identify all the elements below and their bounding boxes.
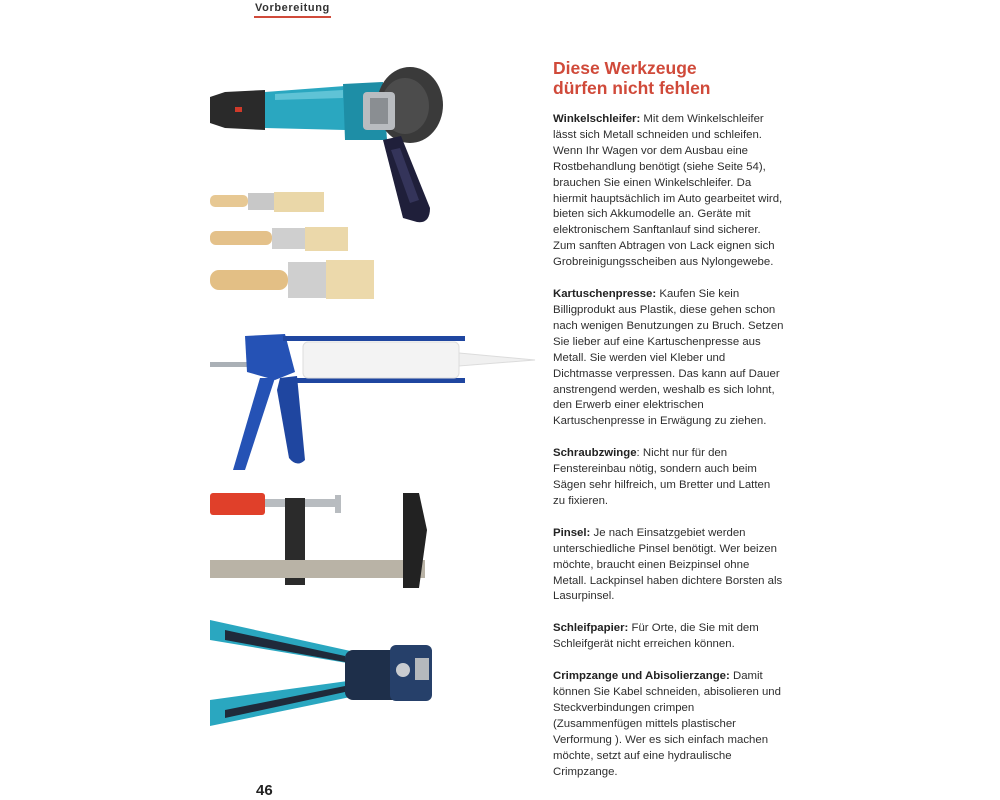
term-schraubzwinge: Schraubzwinge <box>553 447 637 460</box>
term-pinsel: Pinsel: <box>553 526 591 539</box>
section-label: Vorbereitung <box>255 2 330 14</box>
paragraph-winkelschleifer <box>553 112 785 271</box>
text-pinsel: Je nach Einsatzgebiet werden unterschiedliche Pinsel benötigt. Wer beizen möchte, braucht einen Beizpinsel ohne Metall. Lackpinsel haben dichtere Borsten als Lasurpinsel. <box>553 526 783 603</box>
page-number: 46 <box>256 782 273 799</box>
term-kartuschenpresse: Kartuschenpresse: <box>553 288 657 301</box>
text-winkelschleifer: Mit dem Winkelschleifer lässt sich Metall schneiden und schleifen. Wenn Ihr Wagen vor dem Ausbau eine Rostbehandlung benötigt (siehe Seite 54), brauchen Sie einen Winkelschleifer. Da hiermit hauptsächlich im Auto gearbeitet wird, bieten sich Akkumodelle an. Geräte mit elektronischem Sanftanlauf sind sicherer. Zum sanften Abtragen von Lack eignen sich Grobreinigungsscheiben aus Nylongewebe. <box>553 113 783 269</box>
wire-stripper-illustration <box>210 620 432 726</box>
article-heading <box>553 58 813 98</box>
paragraph-kartuschenpresse <box>553 287 785 430</box>
paragraph-crimpzange <box>553 669 785 780</box>
paragraph-schraubzwinge <box>553 446 785 510</box>
heading-line-2: dürfen nicht fehlen <box>553 78 711 98</box>
term-crimpzange: Crimpzange und Abisolierzange: <box>553 670 730 683</box>
text-kartuschenpresse: Kaufen Sie kein Billigprodukt aus Plastik, diese gehen schon nach wenigen Benutzungen zu Bruch. Setzen Sie lieber auf eine Kartuschenpresse aus Metall. Sie werden viel Kleber und Dichtmasse verpressen. Das kann auf Dauer anstrengend werden, weshalb es sich lohnt, den Erwerb einer elektrischen Kartuschenpresse in Erwägung zu ziehen. <box>553 288 784 428</box>
heading-line-1: Diese Werkzeuge <box>553 58 697 78</box>
bar-clamp-illustration <box>210 493 427 588</box>
text-schraubzwinge: : Nicht nur für den Fenstereinbau nötig, sondern auch beim Sägen sehr hilfreich, um Bretter und Latten zu fixieren. <box>553 447 771 507</box>
paragraph-pinsel <box>553 526 785 606</box>
text-schleifpapier: Für Orte, die Sie mit dem Schleifgerät nicht erreichen können. <box>553 622 759 651</box>
paint-brushes-illustration <box>210 192 374 299</box>
tools-illustration-column <box>205 0 540 760</box>
article-body <box>553 112 785 797</box>
text-crimpzange: Damit können Sie Kabel schneiden, abisolieren und Steckverbindungen crimpen (Zusammenfügen mittels plastischer Verformung ). Wer es sich einfach machen möchte, setzt auf eine hydraulische Crimpzange. <box>553 670 781 778</box>
term-schleifpapier: Schleifpapier: <box>553 622 629 635</box>
caulking-gun-illustration <box>210 334 535 470</box>
term-winkelschleifer: Winkelschleifer: <box>553 113 641 125</box>
paragraph-schleifpapier <box>553 621 785 653</box>
